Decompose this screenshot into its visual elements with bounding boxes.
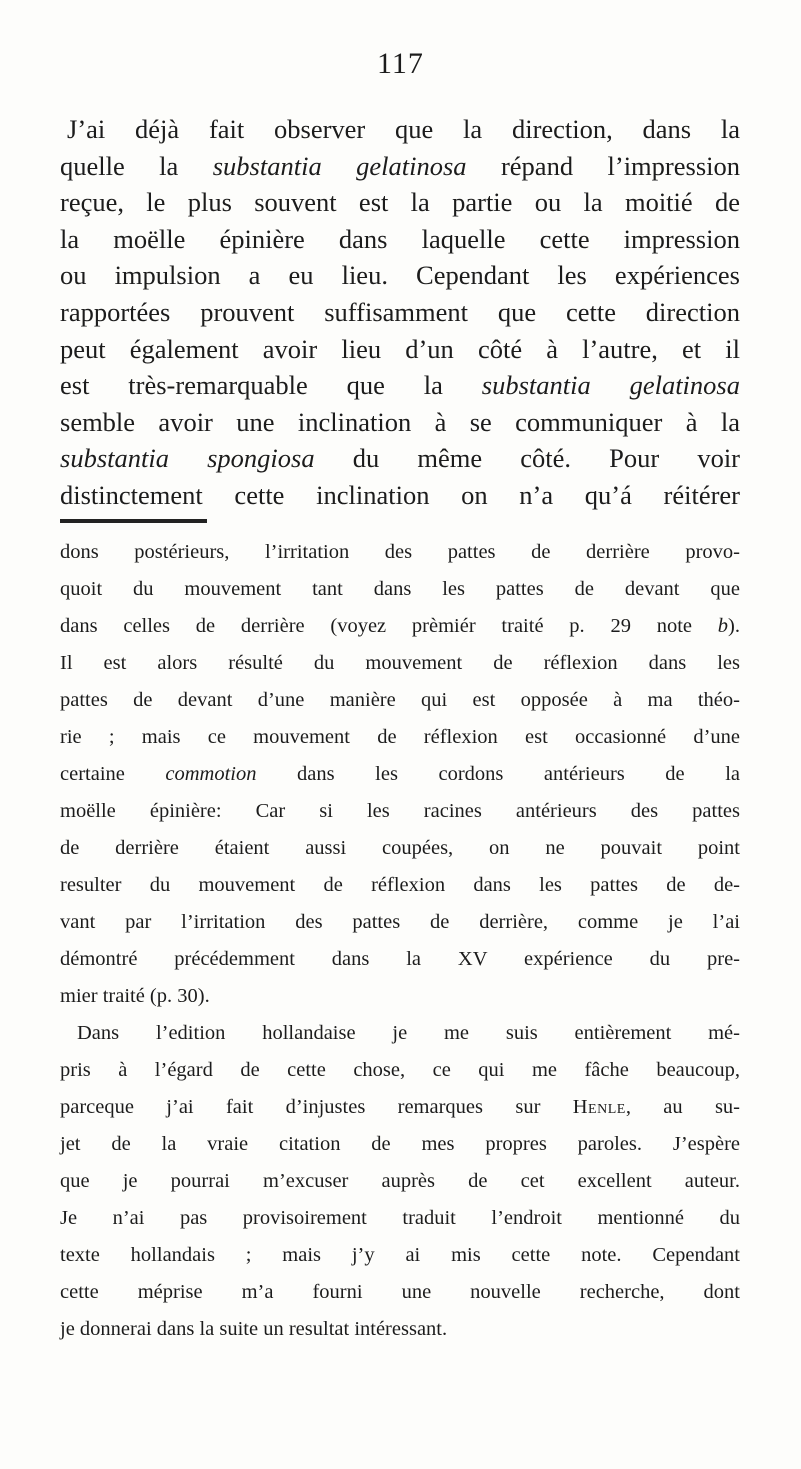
- body-line: distinctement cette inclination on n’a qu’á réitérer: [60, 480, 740, 510]
- footnote-line: Je n’ai pas provisoirement traduit l’endroit mentionné du: [60, 1207, 740, 1229]
- body-line: rapportées prouvent suffisamment que cette direction: [60, 297, 740, 327]
- footnote-line: je donnerai dans la suite un resultat intéressant.: [60, 1318, 448, 1340]
- footnote-line: mier traité (p. 30).: [60, 985, 210, 1007]
- body-line: quelle la substantia gelatinosa répand l’impression: [60, 150, 740, 181]
- footnote-line: vant par l’irritation des pattes de derrière, comme je l’ai: [60, 911, 740, 933]
- footnote-line: pattes de devant d’une manière qui est opposée à ma théo-: [60, 689, 740, 711]
- body-line: ou impulsion a eu lieu. Cependant les expériences: [60, 260, 740, 291]
- footnote-line: Il est alors résulté du mouvement de réflexion dans les: [60, 652, 740, 674]
- footnote-line: certaine commotion dans les cordons antérieurs de la: [60, 763, 740, 785]
- footnote-line: jet de la vraie citation de mes propres paroles. J’espère: [60, 1133, 740, 1155]
- footnote-line: resulter du mouvement de réflexion dans les pattes de de-: [60, 874, 740, 896]
- footnote-line: parceque j’ai fait d’injustes remarques sur Henle, au su-: [60, 1096, 740, 1118]
- footnote-line: dons postérieurs, l’irritation des pattes de derrière provo-: [60, 541, 740, 563]
- footnote-line: que je pourrai m’excuser auprès de cet excellent auteur.: [60, 1170, 740, 1192]
- body-line: substantia spongiosa du même côté. Pour voir: [60, 443, 741, 474]
- footnote-separator: [60, 519, 207, 523]
- page-number: 117: [377, 47, 424, 80]
- footnote-line: quoit du mouvement tant dans les pattes de devant que: [60, 578, 740, 600]
- body-line: est très-remarquable que la substantia gelatinosa: [60, 370, 740, 401]
- footnote-line: Dans l’edition hollandaise je me suis entièrement mé-: [77, 1022, 740, 1044]
- body-line: reçue, le plus souvent est la partie ou la moitié de: [60, 187, 740, 218]
- footnote-line: moëlle épinière: Car si les racines antérieurs des pattes: [60, 800, 740, 822]
- footnote-line: rie ; mais ce mouvement de réflexion est occasionné d’une: [60, 726, 740, 748]
- footnote-line: dans celles de derrière (voyez prèmiér traité p. 29 note b).: [60, 615, 740, 637]
- body-line: peut également avoir lieu d’un côté à l’autre, et il: [60, 333, 740, 364]
- body-line: J’ai déjà fait observer que la direction, dans la: [67, 114, 740, 144]
- footnote-line: démontré précédemment dans la XV expérience du pre-: [60, 948, 740, 970]
- footnote-line: de derrière étaient aussi coupées, on ne pouvait point: [60, 837, 740, 859]
- footnote-line: texte hollandais ; mais j’y ai mis cette note. Cependant: [60, 1244, 740, 1266]
- body-line: la moëlle épinière dans laquelle cette impression: [60, 223, 740, 254]
- footnote-line: pris à l’égard de cette chose, ce qui me fâche beaucoup,: [60, 1059, 740, 1081]
- footnote-line: cette méprise m’a fourni une nouvelle recherche, dont: [60, 1281, 740, 1303]
- body-line: semble avoir une inclination à se communiquer à la: [60, 406, 740, 437]
